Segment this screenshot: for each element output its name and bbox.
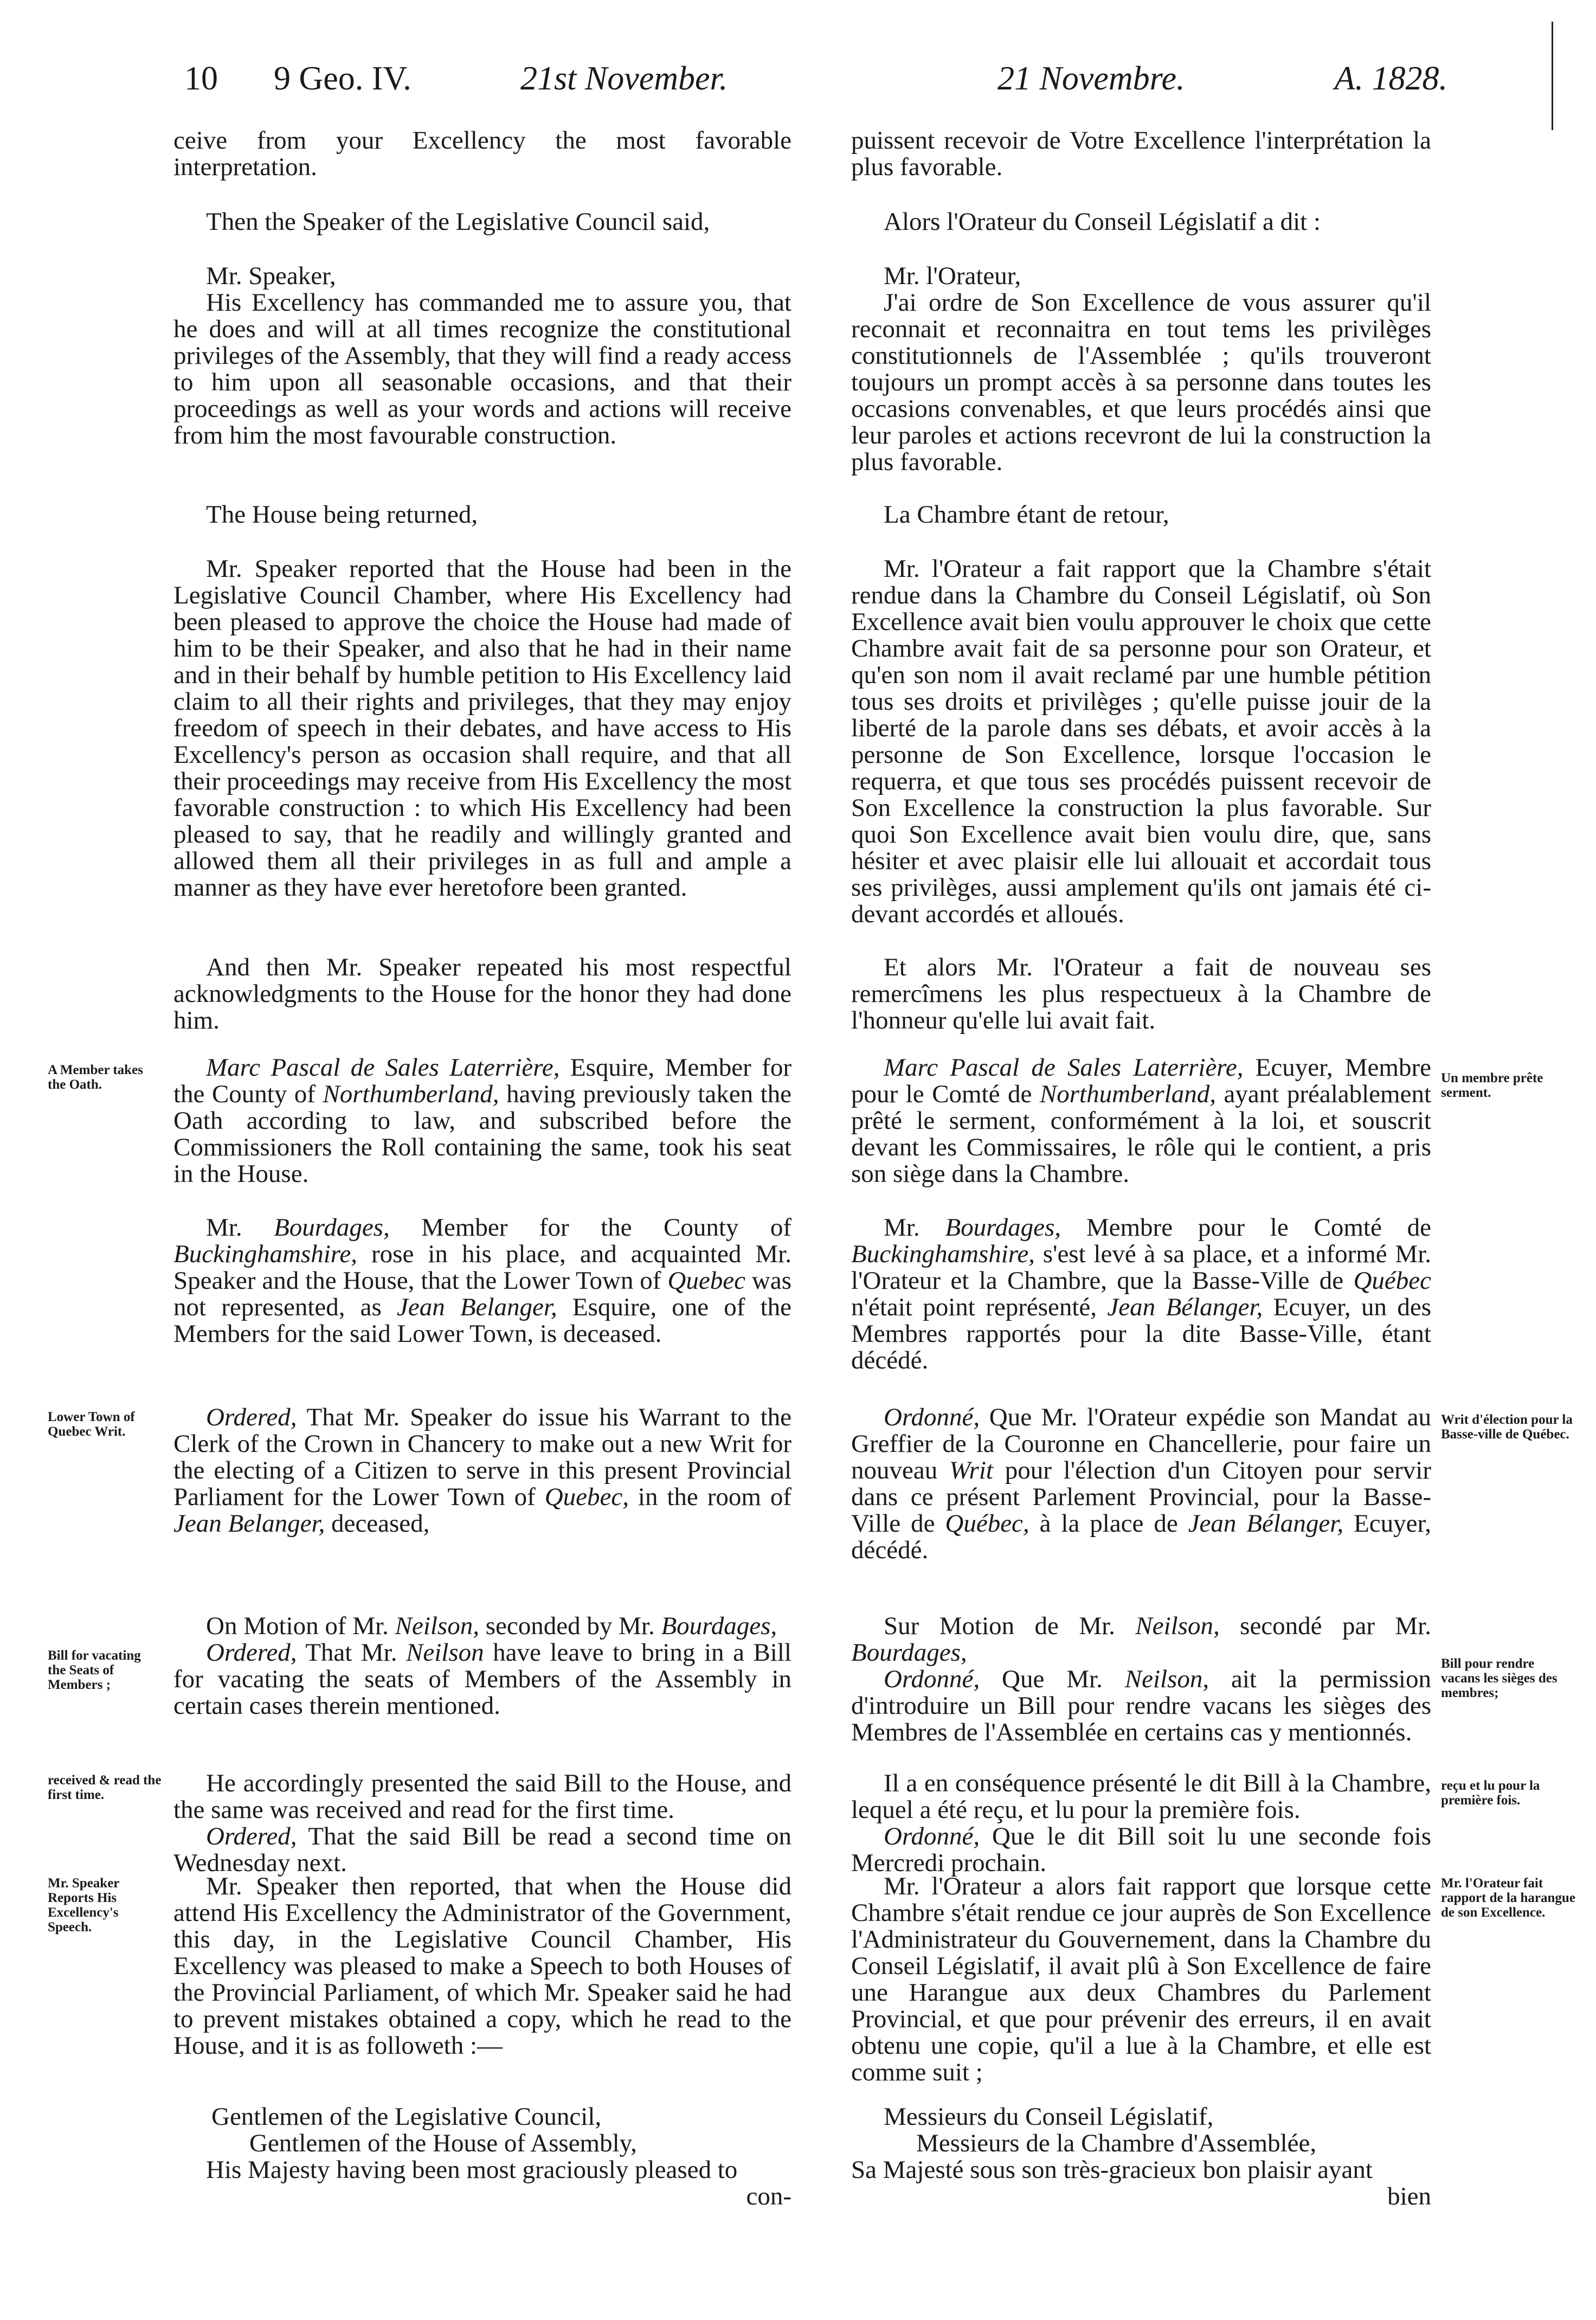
fr-p7-county: Northumberland, (1039, 1080, 1216, 1108)
en-para-1: ceive from your Excellency the most favorable interpretation. (173, 126, 791, 181)
margin-note-writ-fr: Writ d'élection pour la Basse-ville de Québec. (1441, 1412, 1573, 1442)
margin-note-bill-en: Bill for vacating the Seats of Members ; (48, 1648, 141, 1692)
en-p9-city: Quebec, (544, 1483, 629, 1511)
fr-p8-jb: Jean Bélanger, (1107, 1293, 1263, 1321)
margin-note-bill-fr: Bill pour rendre vacans les sièges des membres; (1441, 1656, 1558, 1700)
header-year: A. 1828. (1334, 60, 1447, 97)
fr-para-4: La Chambre étant de retour, (884, 500, 1169, 529)
page-number: 10 (184, 60, 218, 97)
margin-note-member-oath-en: A Member takes the Oath. (48, 1063, 143, 1092)
fr-p8-text-d: n'était point représenté, (851, 1293, 1108, 1321)
fr-catchword: bien (1387, 2182, 1431, 2210)
en-para-2: Then the Speaker of the Legislative Council said, (206, 208, 710, 236)
fr-p9-ordered: Ordonné, (884, 1403, 980, 1431)
fr-p7-text-b: ayant préalablement prêté le serment, conformément à la loi, et souscrit devant les Commissaires, le rôle qui le contient, a pris son siège dans la Chambre. (851, 1080, 1432, 1188)
fr-p8-name: Bourdages, (945, 1213, 1061, 1242)
en-para-11 (173, 1640, 791, 1719)
fr-address-line-1: Messieurs du Conseil Législatif, (884, 2103, 1214, 2131)
fr-p11-text-b: ait la permission d'introduire un Bill pour rendre vacans les sièges des Membres de l'Assemblée en certains cas y mentionnés. (851, 1665, 1431, 1746)
en-p8-text-e: Esquire, one of the Members for the said Lower Town, is deceased. (173, 1293, 791, 1348)
fr-p10-b2: Bourdages, (851, 1638, 967, 1667)
en-para-7 (173, 1055, 791, 1187)
fr-member-name: Marc Pascal de Sales Laterrière, (884, 1053, 1244, 1082)
fr-para-7 (851, 1055, 1431, 1187)
en-p10-text-a: On Motion of Mr. (206, 1612, 395, 1640)
vertical-rule (1552, 22, 1553, 130)
en-p9-text-b: in the room of (628, 1483, 791, 1511)
fr-para-6: Et alors Mr. l'Orateur a fait de nouveau ses remercîmens les plus respectueux à la Chambre de l'honneur qu'elle lui avait fait. (851, 953, 1431, 1034)
en-p11-n: Neilson (406, 1638, 484, 1667)
en-p9-ordered: Ordered, (206, 1403, 297, 1431)
en-p10-b2: Bourdages, (661, 1612, 777, 1640)
fr-p11-ordered: Ordonné, (884, 1665, 980, 1693)
running-header (184, 60, 1447, 119)
fr-p8-text-e: Ecuyer, un des Membres rapportés pour la dite Basse-Ville, étant décédé. (851, 1293, 1431, 1374)
fr-p9-text-a: Que Mr. l'Orateur expédie son Mandat au Greffier de la Couronne en Chancellerie, pour faire un nouveau (851, 1403, 1431, 1484)
fr-para-9 (851, 1404, 1431, 1564)
en-p8-text-a: Mr. (206, 1213, 274, 1242)
margin-note-writ-en: Lower Town of Quebec Writ. (48, 1410, 135, 1439)
margin-note-speech-fr: Mr. l'Orateur fait rapport de la harangue de son Excellence. (1441, 1876, 1575, 1920)
en-p8-text-d: was not represented, as (173, 1267, 791, 1321)
fr-p9-jb: Jean Bélanger, (1188, 1509, 1344, 1538)
margin-note-read-en: received & read the first time. (48, 1773, 162, 1802)
fr-para-13 (851, 1823, 1431, 1876)
fr-para-1: puissent recevoir de Votre Excellence l'interprétation la plus favorable. (851, 126, 1431, 181)
fr-address-line-2: Messieurs de la Chambre d'Assemblée, (916, 2129, 1317, 2157)
fr-p10-text-a: Sur Motion de Mr. (884, 1612, 1136, 1640)
en-salutation: Mr. Speaker, (206, 262, 336, 290)
en-address-line-3: His Majesty having been most graciously pleased to (206, 2156, 738, 2184)
fr-p9-text-c: à la place de (1029, 1509, 1188, 1538)
en-para-14: Mr. Speaker then reported, that when the House did attend His Excellency the Administrator of the Government, this day, in the Legislative Council Chamber, His Excellency was pleased to make a Speech to both Houses of the Provincial Parliament, of which Mr. Speaker said he had to prevent mistakes obtained a copy, which he read to the House, and it is as followeth :— (173, 1872, 791, 2060)
fr-p8-county: Buckinghamshire, (851, 1240, 1035, 1268)
header-date-en: 21st November. (520, 60, 728, 97)
header-date-fr: 21 Novembre. (998, 60, 1185, 97)
en-p9-text-c: deceased, (325, 1509, 430, 1538)
fr-p8-text-a: Mr. (884, 1213, 945, 1242)
fr-p8-text-b: Membre pour le Comté de (1061, 1213, 1431, 1242)
en-para-9 (173, 1404, 791, 1537)
en-p8-text-b: Member for the County of (389, 1213, 791, 1242)
fr-p11-text-a: Que Mr. (980, 1665, 1125, 1693)
fr-para-10 (851, 1613, 1431, 1666)
en-para-4: The House being returned, (206, 500, 478, 529)
fr-para-2: Alors l'Orateur du Conseil Législatif a dit : (884, 208, 1321, 236)
en-p10-n: Neilson, (395, 1612, 479, 1640)
fr-para-5: Mr. l'Orateur a fait rapport que la Chambre s'était rendue dans la Chambre du Conseil Législatif, où Son Excellence avait bien voulu approuver le choix que cette Chambre avait fait de sa personne pour son Orateur, et qu'en son nom il avait reclamé par une humble pétition tous ses droits et privilèges ; qu'elle puisse jouir de la liberté de la parole dans ses débats, et avoir accès à la personne de Son Excellence, lorsque l'occasion le requerra, et que tous ses procédés puissent recevoir de Son Excellence la construction la plus favorable. Sur quoi Son Excellence avait bien voulu dire, que, sans hésiter et avec plaisir elle lui allouait et accordait tous ses privilèges, aussi amplement qu'ils ont jamais été ci-devant accordés et alloués. (851, 555, 1431, 928)
regnal-year: 9 Geo. IV. (274, 60, 411, 97)
en-p9-text-a: That Mr. Speaker do issue his Warrant to the Clerk of the Crown in Chancery to make out a new Writ for the electing of a Citizen to serve in this present Provincial Parliament for the Lower Town of (173, 1403, 791, 1511)
en-p11-ordered: Ordered, (206, 1638, 297, 1667)
en-p13-ordered: Ordered, (206, 1822, 297, 1850)
en-p8-name: Bourdages, (274, 1213, 390, 1242)
en-address-line-2: Gentlemen of the House of Assembly, (249, 2129, 637, 2157)
en-para-12: He accordingly presented the said Bill to the House, and the same was received and read for the first time. (173, 1769, 791, 1824)
en-para-8 (173, 1214, 791, 1347)
en-member-name: Marc Pascal de Sales Laterrière, (206, 1053, 560, 1082)
en-address-line-1: Gentlemen of the Legislative Council, (211, 2103, 602, 2131)
en-p11-text-b: have leave to bring in a Bill for vacating the seats of Members of the Assembly in certain cases therein mentioned. (173, 1638, 791, 1720)
en-p9-jb: Jean Belanger, (173, 1509, 325, 1538)
en-p13-text: That the said Bill be read a second time on Wednesday next. (173, 1822, 791, 1877)
fr-p8-text-c: s'est levé à sa place, et a informé Mr. l'Orateur et la Chambre, que la Basse-Ville de (851, 1240, 1431, 1295)
en-p11-text-a: That Mr. (297, 1638, 407, 1667)
en-p8-jb: Jean Belanger, (396, 1293, 557, 1321)
en-p8-county: Buckinghamshire, (173, 1240, 357, 1268)
margin-note-read-fr: reçu et lu pour la première fois. (1441, 1778, 1540, 1808)
fr-p13-text: Que le dit Bill soit lu une seconde fois Mercredi prochain. (851, 1822, 1431, 1877)
en-p10-text-b: seconded by Mr. (479, 1612, 661, 1640)
fr-p9-text-d: Ecuyer, décédé. (851, 1509, 1432, 1564)
fr-address-line-3: Sa Majesté sous son très-gracieux bon plaisir ayant (851, 2156, 1373, 2184)
fr-p9-text-b: pour l'élection d'un Citoyen pour servir dans ce présent Parlement Provincial, pour la Basse-Ville de (851, 1456, 1431, 1538)
fr-p9-writ: Writ (949, 1456, 993, 1484)
fr-salutation: Mr. l'Orateur, (884, 262, 1021, 290)
en-p8-text-c: rose in his place, and acquainted Mr. Speaker and the House, that the Lower Town of (173, 1240, 791, 1295)
fr-para-14: Mr. l'Orateur a alors fait rapport que lorsque cette Chambre s'était rendue ce jour auprès de Son Excellence l'Administrateur du Gouvernement, dans la Chambre du Conseil Législatif, il avait plû à Son Excellence de faire une Harangue aux deux Chambres du Parlement Provincial, et que pour prévenir des erreurs, il en avait obtenu une copie, qu'il a lue à la Chambre, et elle est comme suit ; (851, 1872, 1431, 2086)
fr-p8-city: Québec (1353, 1267, 1431, 1295)
fr-p13-ordered: Ordonné, (884, 1822, 980, 1850)
en-p7-text-b: having previously taken the Oath according to law, and subscribed before the Commissioners the Roll containing the same, took his seat in the House. (173, 1080, 791, 1188)
margin-note-speech-en: Mr. Speaker Reports His Excellency's Speech. (48, 1876, 119, 1935)
fr-p11-n: Neilson, (1124, 1665, 1209, 1693)
fr-p10-n: Neilson, (1135, 1612, 1220, 1640)
fr-p10-text-b: secondé par Mr. (1219, 1612, 1431, 1640)
en-catchword: con- (746, 2182, 791, 2210)
fr-p9-city: Québec, (945, 1509, 1029, 1538)
en-para-3: His Excellency has commanded me to assure you, that he does and will at all times recognize the constitutional privileges of the Assembly, that they will find a ready access to him upon all seasonable occasions, and that their proceedings as well as your words and actions will receive from him the most favourable construction. (173, 288, 791, 449)
en-para-13 (173, 1823, 791, 1876)
en-p8-city: Quebec (667, 1267, 745, 1295)
en-para-6: And then Mr. Speaker repeated his most respectful acknowledgments to the House for the honor they had done him. (173, 953, 791, 1034)
fr-para-8 (851, 1214, 1431, 1374)
en-para-10 (173, 1613, 791, 1640)
fr-para-12: Il a en conséquence présenté le dit Bill à la Chambre, lequel a été reçu, et lu pour la première fois. (851, 1769, 1431, 1824)
fr-para-3: J'ai ordre de Son Excellence de vous assurer qu'il reconnait et reconnaitra en tout tems les privilèges constitutionnels de l'Assemblée ; qu'ils trouveront toujours un prompt accès à sa personne dans toutes les occasions convenables, et que leurs procédés ainsi que leur paroles et actions recevront de lui la construction la plus favorable. (851, 288, 1431, 476)
margin-note-member-oath-fr: Un membre prête serment. (1441, 1071, 1543, 1100)
en-p7-county: Northumberland, (323, 1080, 499, 1108)
en-para-5: Mr. Speaker reported that the House had been in the Legislative Council Chamber, where His Excellency had been pleased to approve the choice the House had made of him to be their Speaker, and also that he had in their name and in their behalf by humble petition to His Excellency laid claim to all their rights and privileges, that they may enjoy freedom of speech in their debates, and have access to His Excellency's person as occasion shall require, and that all their proceedings may receive from His Excellency the most favorable construction : to which His Excellency had been pleased to say, that he readily and willingly granted and allowed them all their privileges in as full and ample a manner as they have ever heretofore been granted. (173, 555, 791, 902)
fr-p7-text-a: Ecuyer, Membre pour le Comté de (851, 1053, 1431, 1108)
en-p7-text-a: Esquire, Member for the County of (173, 1053, 791, 1108)
fr-para-11 (851, 1666, 1431, 1746)
